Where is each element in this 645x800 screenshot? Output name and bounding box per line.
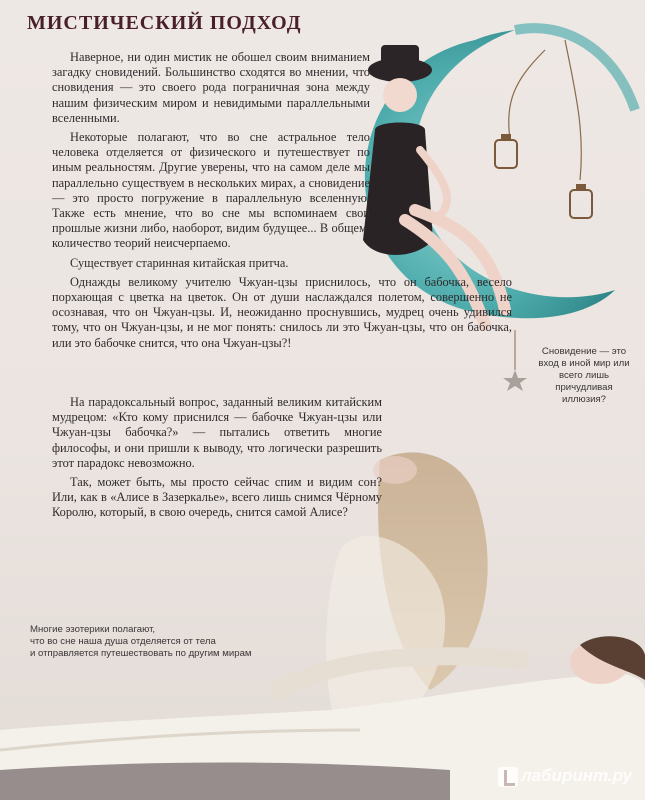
paragraph: Наверное, ни один мистик не обошел своим вниманием загадку сновидений. Большинство сходятся во мнении, что сновидения — это своего рода пограничная зона между нашим физическим миром и невидимыми параллельными вселенными. — [52, 50, 370, 125]
paragraph: Существует старинная китайская притча. — [70, 255, 289, 270]
lantern-icon — [570, 184, 592, 218]
text-column-top — [52, 50, 512, 355]
watermark-text: лабиринт.ру — [521, 766, 632, 785]
paragraph: Так, может быть, мы просто сейчас спим и видим сон? Или, как в «Алисе в Зазеркалье», всего лишь снимся Чёрному Королю, который, в свою очередь, снится самой Алисе? — [52, 475, 382, 520]
paragraph: Однажды великому учителю Чжуан-цзы приснилось, что он бабочка, весело порхающая с цветка на цветок. Он от души наслаждался полетом, совершенно не осознавая, что он Чжуан-цзы. И, неожиданно проснувшись, мудрец очень удивился тому, что он Чжуан-цзы, и не мог понять: снилось ли это Чжуан-цзы, что он бабочка, или это бабочке снится, что она Чжуан-цзы?! — [52, 274, 512, 350]
star-icon — [503, 370, 527, 391]
caption-woman — [30, 624, 260, 660]
labirint-logo-icon — [498, 767, 518, 787]
section-heading: МИСТИЧЕСКИЙ ПОДХОД — [27, 12, 302, 34]
caption-moon: Сновидение — это вход в иной мир или всего лишь причудливая иллюзия? — [538, 346, 630, 405]
caption-line: и отправляется путешествовать по другим мирам — [30, 648, 252, 659]
paragraph: Некоторые полагают, что во сне астральное тело человека отделяется от физического и путешествует по иным реальностям. Другие уверены, что на самом деле мы параллельно существуем в нескольких мирах, а сновидение — это просто погружение в параллельную вселенную. Также есть мнение, что во сне мы вспоминаем свои прошлые жизни либо, наоборот, видим будущее... В общем, количество теорий неисчерпаемо. — [52, 130, 370, 251]
caption-line: что во сне наша душа отделяется от тела — [30, 636, 216, 647]
watermark — [498, 766, 638, 790]
lantern-icon — [495, 134, 517, 168]
text-column-bottom — [52, 395, 382, 525]
paragraph: На парадоксальный вопрос, заданный великим китайским мудрецом: «Кто кому приснился — бабочке Чжуан-цзы или Чжуан-цзы бабочка?» — пытались ответить многие философы, и они пришли к выводу, что логически разрешить этот парадокс невозможно. — [52, 395, 382, 470]
caption-line: Многие эзотерики полагают, — [30, 624, 156, 635]
